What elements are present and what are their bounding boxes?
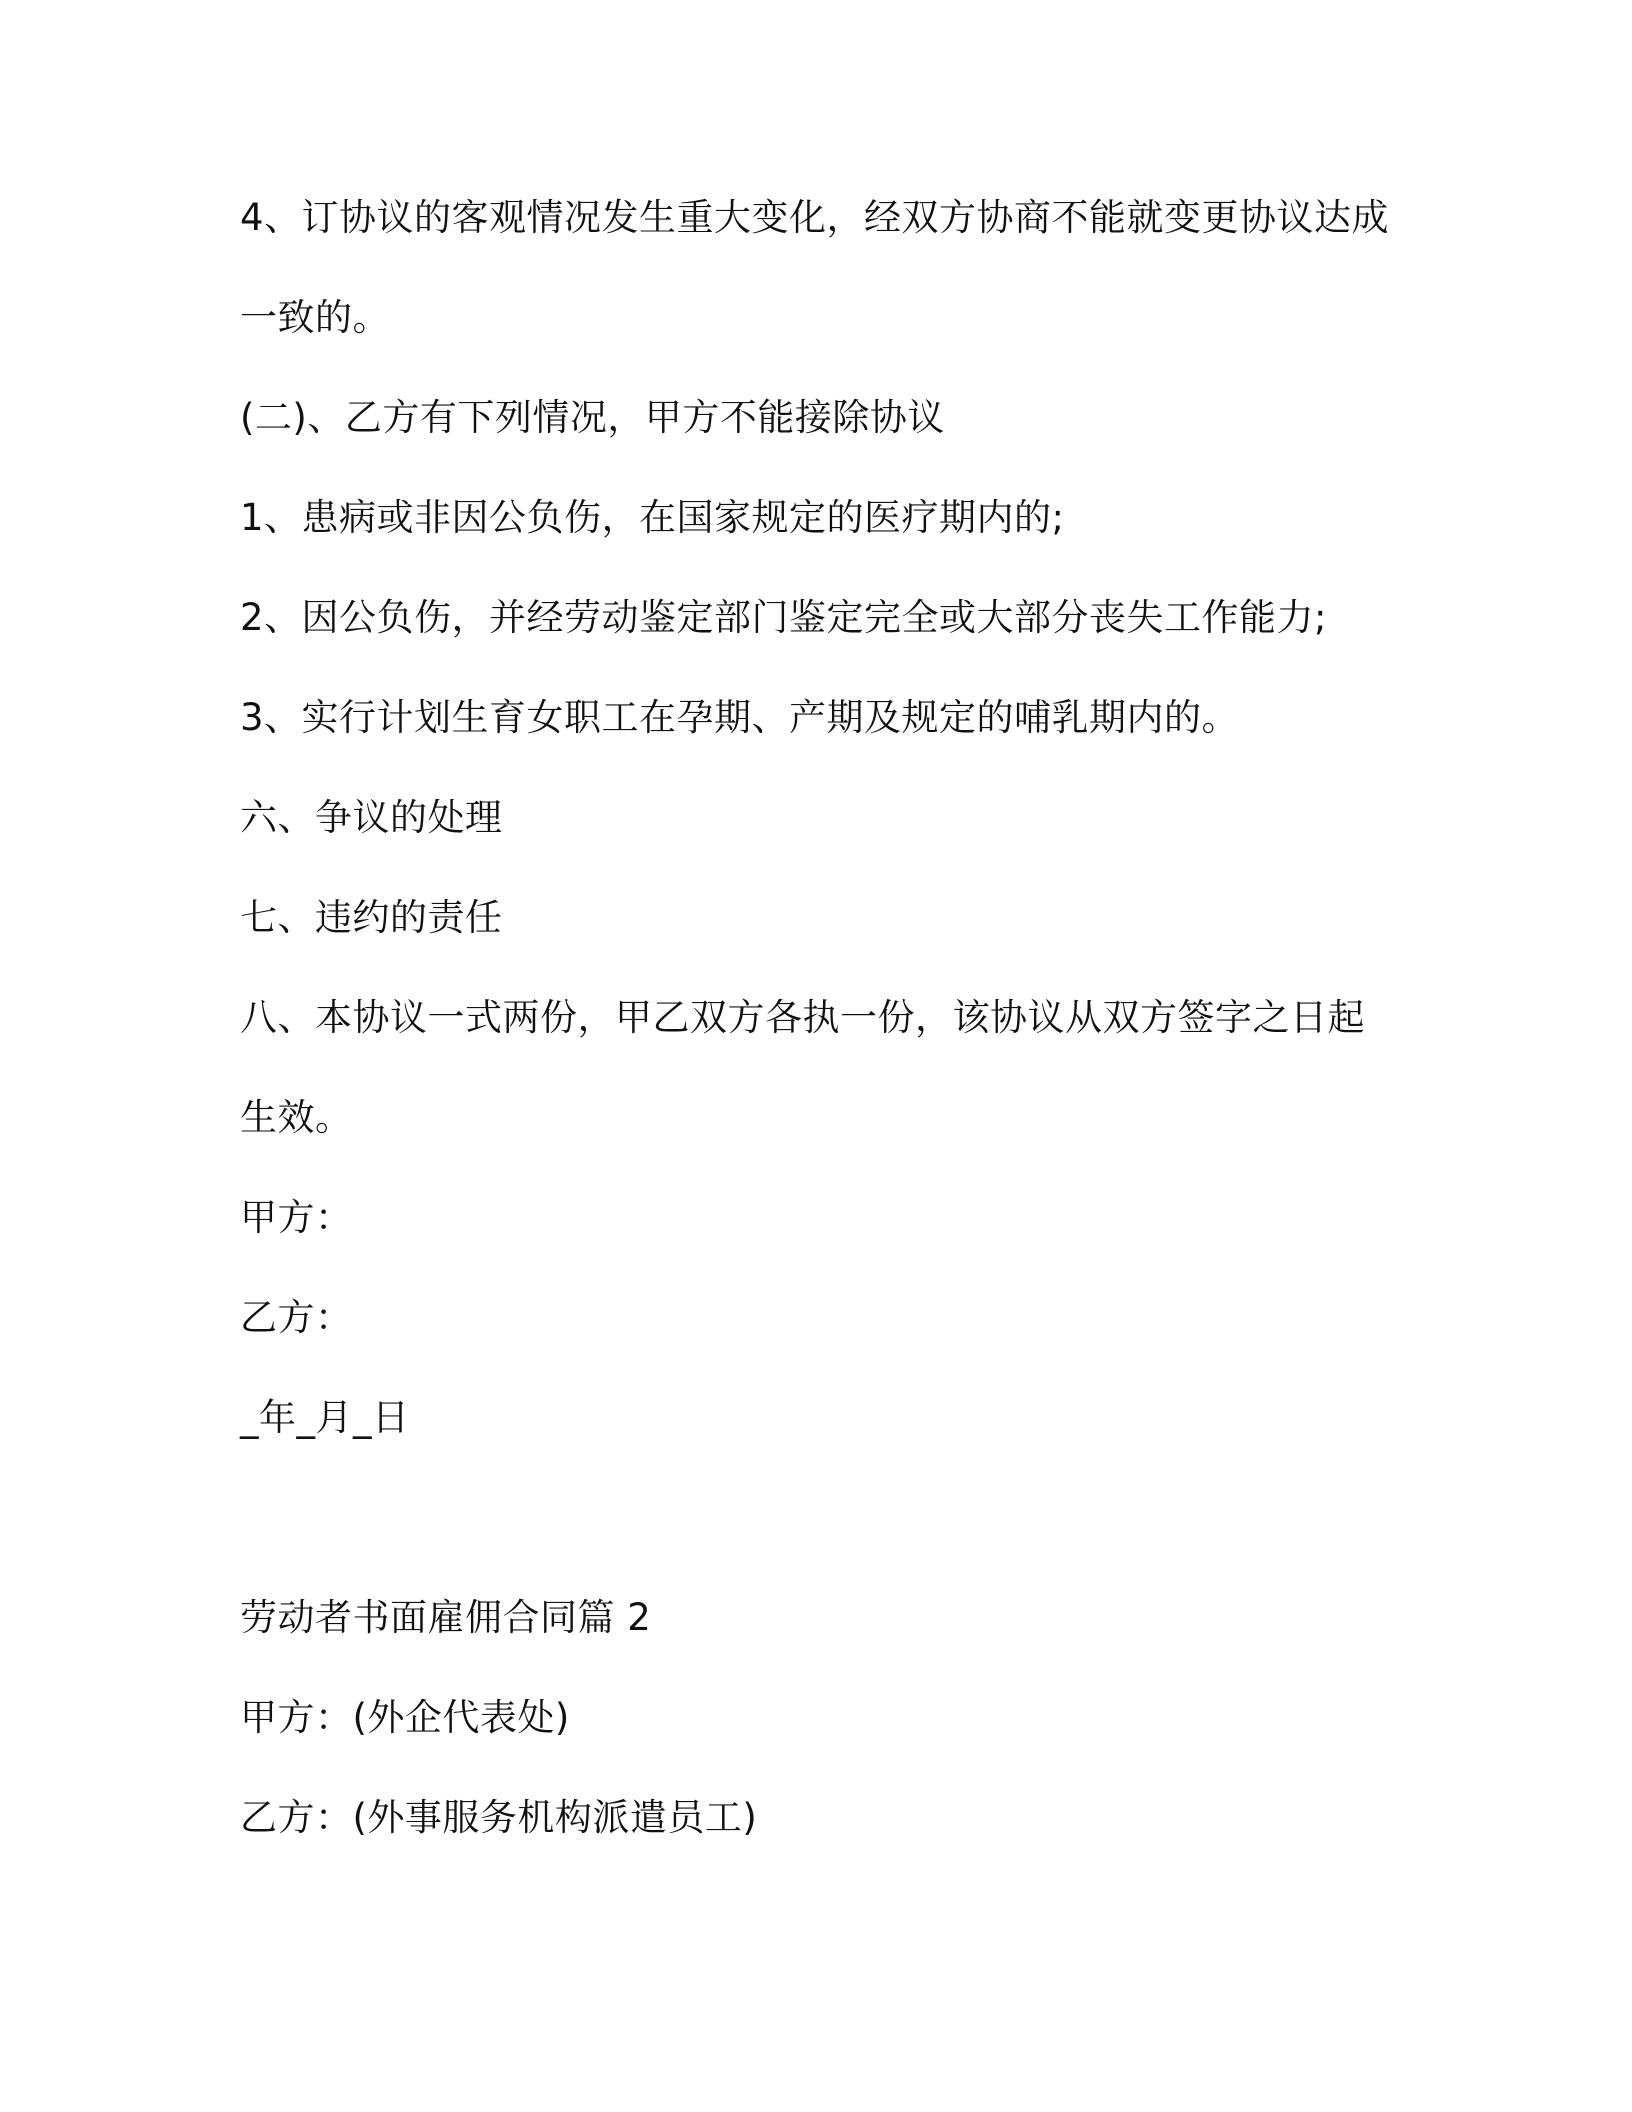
section-8-line-2: 生效。 bbox=[240, 1096, 353, 1139]
item-2: 2、因公负伤，并经劳动鉴定部门鉴定完全或大部分丧失工作能力; bbox=[240, 596, 1328, 639]
item-1: 1、患病或非因公负伤，在国家规定的医疗期内的; bbox=[240, 496, 1065, 539]
party-b-signature: 乙方： bbox=[240, 1296, 353, 1339]
contract-2-party-a: 甲方：(外企代表处) bbox=[240, 1696, 570, 1739]
section-8-line-1: 八、本协议一式两份，甲乙双方各执一份，该协议从双方签字之日起 bbox=[240, 996, 1365, 1039]
section-6-heading: 六、争议的处理 bbox=[240, 796, 503, 839]
date-line: _年_月_日 bbox=[240, 1396, 410, 1439]
clause-4-line-2: 一致的。 bbox=[240, 296, 390, 339]
party-a-signature: 甲方： bbox=[240, 1196, 353, 1239]
contract-2-party-b: 乙方：(外事服务机构派遣员工) bbox=[240, 1796, 758, 1839]
section-2-heading: (二)、乙方有下列情况，甲方不能接除协议 bbox=[240, 396, 945, 439]
clause-4-line-1: 4、订协议的客观情况发生重大变化，经双方协商不能就变更协议达成 bbox=[240, 196, 1390, 239]
item-3: 3、实行计划生育女职工在孕期、产期及规定的哺乳期内的。 bbox=[240, 696, 1240, 739]
section-7-heading: 七、违约的责任 bbox=[240, 896, 503, 939]
contract-2-title: 劳动者书面雇佣合同篇 2 bbox=[240, 1596, 652, 1639]
